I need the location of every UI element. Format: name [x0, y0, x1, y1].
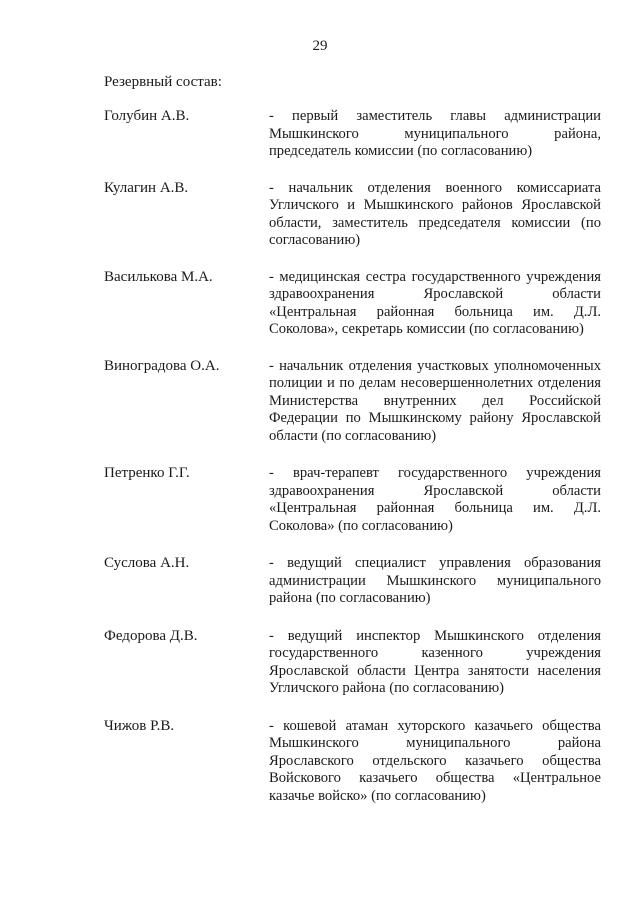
member-name: Федорова Д.В. — [104, 627, 198, 644]
member-name: Кулагин А.В. — [104, 179, 189, 196]
member-name: Василькова М.А. — [104, 268, 213, 285]
section-title: Резервный состав: — [104, 74, 222, 90]
member-description: - врач-терапевт государственного учреждения здравоохранения Ярославской области «Центральная районная больница им. Д.Л. Соколова» (по согласованию) — [269, 465, 601, 534]
member-entry — [0, 718, 640, 806]
reserve-members-list — [0, 108, 640, 805]
member-entry — [0, 180, 640, 250]
member-entry — [0, 628, 640, 698]
member-entry — [0, 465, 640, 535]
page-number: 29 — [312, 38, 328, 54]
member-entry — [0, 555, 640, 608]
member-description: - кошевой атаман хуторского казачьего общества Мышкинского муниципального района Ярославского отдельского казачьего общества Войскового казачьего общества «Центральное казачье войско» (по согласованию) — [269, 717, 601, 804]
member-name: Петренко Г.Г. — [104, 465, 190, 481]
member-description: - начальник отделения военного комиссариата Угличского и Мышкинского районов Ярославской области, заместитель председателя комиссии (по согласованию) — [269, 179, 601, 248]
member-name: Виноградова О.А. — [104, 357, 220, 374]
member-description: - первый заместитель главы администрации Мышкинского муниципального района, председатель комиссии (по согласованию) — [269, 108, 601, 159]
member-name: Чижов Р.В. — [104, 717, 175, 734]
member-name: Суслова А.Н. — [104, 555, 190, 571]
member-description: - начальник отделения участковых уполномоченных полиции и по делам несовершеннолетних отделения Министерства внутренних дел Российской Федерации по Мышкинскому району Ярославской области (по согласованию) — [269, 357, 601, 444]
member-description: - ведущий инспектор Мышкинского отделения государственного казенного учреждения Ярославской области Центра занятости населения Угличского района (по согласованию) — [269, 627, 601, 696]
member-entry — [0, 269, 640, 339]
member-name: Голубин А.В. — [104, 108, 190, 124]
member-entry — [0, 108, 640, 161]
member-description: - ведущий специалист управления образования администрации Мышкинского муниципального района (по согласованию) — [269, 555, 601, 606]
member-entry — [0, 358, 640, 446]
member-description: - медицинская сестра государственного учреждения здравоохранения Ярославской области «Центральная районная больница им. Д.Л. Соколова», секретарь комиссии (по согласованию) — [269, 268, 601, 337]
